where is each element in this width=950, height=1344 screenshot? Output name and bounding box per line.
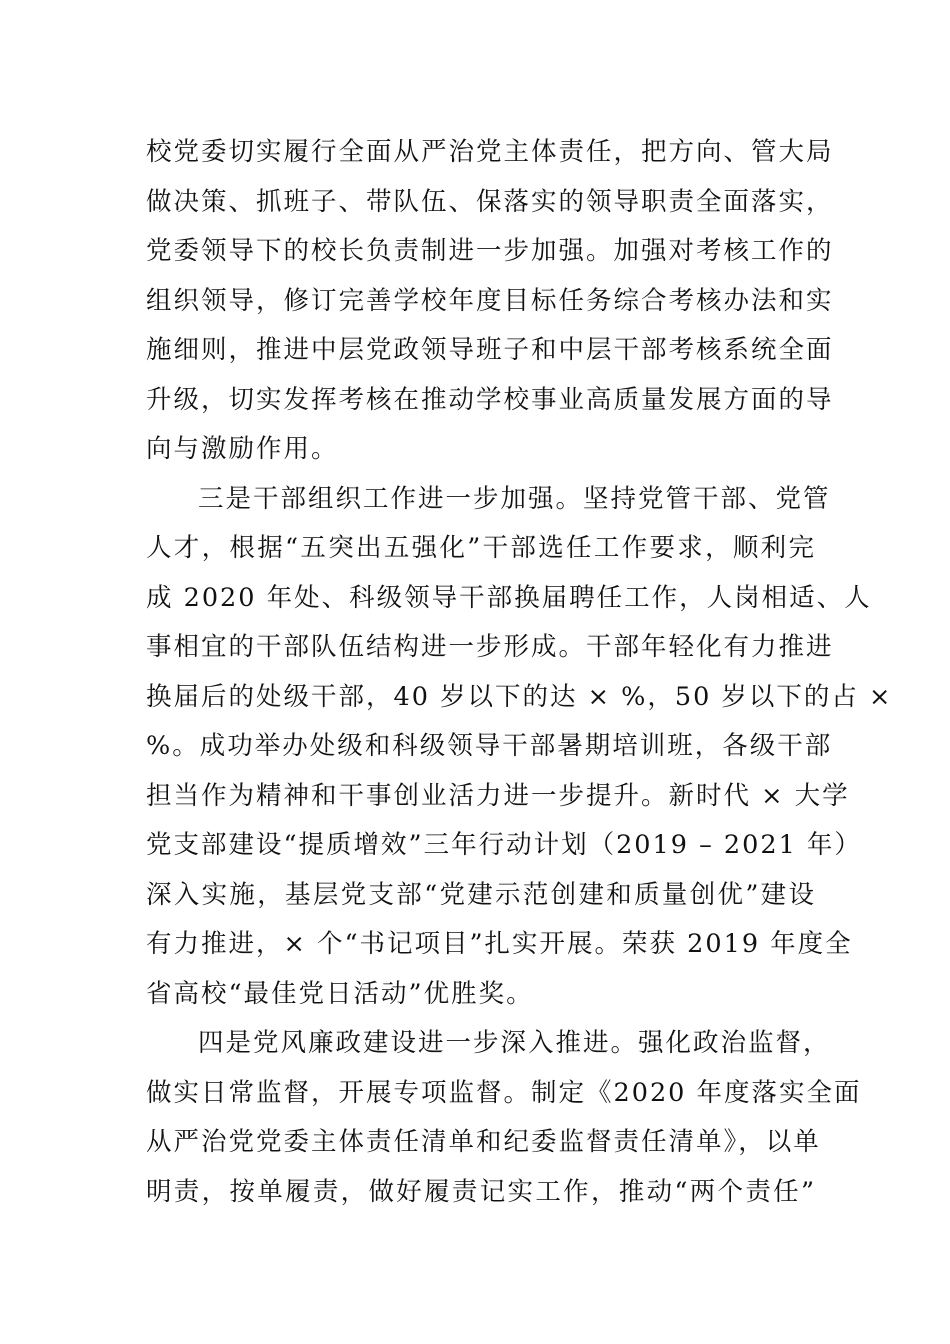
text-line: 做实日常监督，开展专项监督。制定《2020 年度落实全面 bbox=[146, 1077, 862, 1108]
text-line: 党委领导下的校长负责制进一步加强。加强对考核工作的 bbox=[146, 236, 834, 266]
text-line: 换届后的处级干部，40 岁以下的达 × %，50 岁以下的占 × bbox=[146, 681, 893, 712]
text-line: 党支部建设“提质增效”三年行动计划（2019 – 2021 年） bbox=[146, 830, 862, 860]
text-line: 成 2020 年处、科级领导干部换届聘任工作，人岗相适、人 bbox=[146, 582, 872, 613]
text-line: 做决策、抓班子、带队伍、保落实的领导职责全面落实， bbox=[146, 186, 834, 217]
text-line: %。成功举办处级和科级领导干部暑期培训班，各级干部 bbox=[146, 731, 833, 761]
text-line: 有力推进，× 个“书记项目”扎实开展。荣获 2019 年度全 bbox=[146, 929, 853, 959]
text-line: 事相宜的干部队伍结构进一步形成。干部年轻化有力推进 bbox=[146, 632, 834, 662]
text-line: 组织领导，修订完善学校年度目标任务综合考核办法和实 bbox=[146, 285, 834, 316]
paragraph-start-line: 三是干部组织工作进一步加强。坚持党管干部、党管 bbox=[198, 483, 831, 514]
text-line: 施细则，推进中层党政领导班子和中层干部考核系统全面 bbox=[146, 335, 834, 365]
text-line: 明责，按单履责，做好履责记实工作，推动“两个责任” bbox=[146, 1176, 816, 1207]
text-line: 省高校“最佳党日活动”优胜奖。 bbox=[146, 978, 534, 1009]
text-line: 从严治党党委主体责任清单和纪委监督责任清单》，以单 bbox=[146, 1127, 821, 1157]
text-line: 人才，根据“五突出五强化”干部选任工作要求，顺利完 bbox=[146, 533, 816, 563]
text-line: 深入实施，基层党支部“党建示范创建和质量创优”建设 bbox=[146, 879, 816, 910]
text-line: 升级，切实发挥考核在推动学校事业高质量发展方面的导 bbox=[146, 384, 834, 415]
text-line: 担当作为精神和干事创业活力进一步提升。新时代 × 大学 bbox=[146, 780, 850, 811]
text-line: 向与激励作用。 bbox=[146, 434, 339, 464]
body-text bbox=[146, 128, 893, 1217]
paragraph-start-line: 四是党风廉政建设进一步深入推进。强化政治监督， bbox=[198, 1028, 831, 1058]
text-line: 校党委切实履行全面从严治党主体责任，把方向、管大局 bbox=[146, 137, 834, 167]
